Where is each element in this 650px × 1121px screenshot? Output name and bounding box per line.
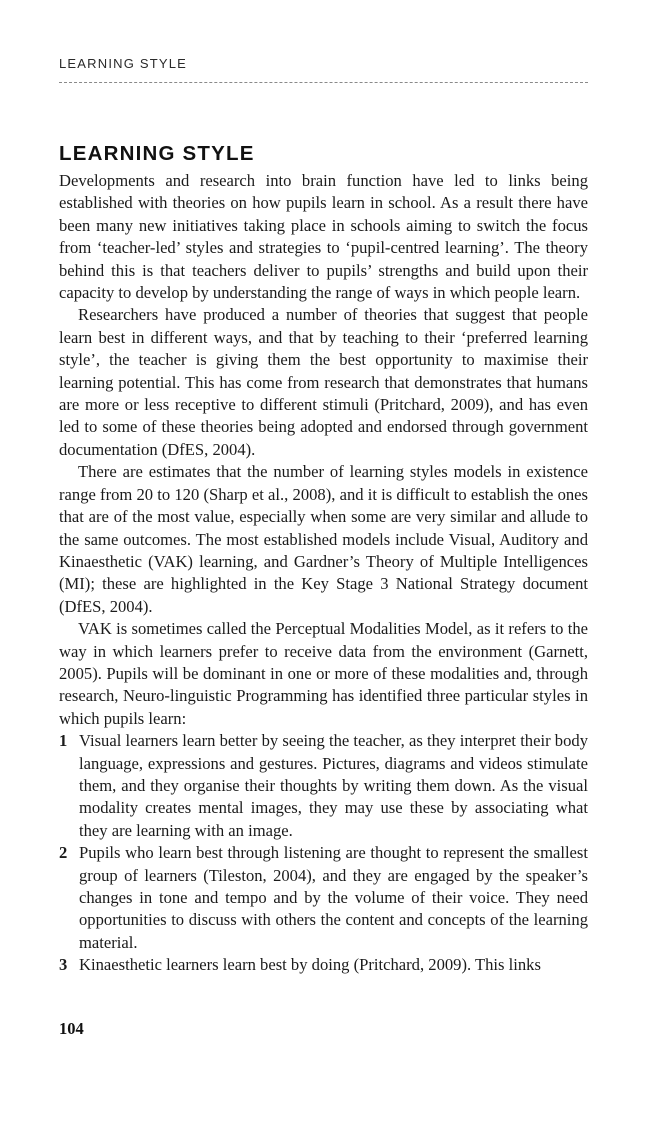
- numbered-list: [59, 730, 588, 976]
- list-number: 1: [59, 731, 68, 751]
- list-item: [59, 730, 588, 842]
- section-heading: LEARNING STYLE: [59, 142, 255, 165]
- paragraph: VAK is sometimes called the Perceptual Modalities Model, as it refers to the way in which learners prefer to receive data from the environment (Garnett, 2005). Pupils will be dominant in one or more of these modalities and, through research, Neuro-linguistic Programming has identified three particular styles in which pupils learn:: [59, 619, 588, 728]
- body-text: [59, 170, 588, 977]
- running-head: LEARNING STYLE: [59, 56, 188, 71]
- paragraph: Developments and research into brain function have led to links being established with theories on how pupils learn in school. As a result there have been many new initiatives taking place in schools aiming to switch the focus from ‘teacher-led’ styles and strategies to ‘pupil-centred learning’. The theory behind this is that teachers deliver to pupils’ strengths and build upon their capacity to develop by understanding the range of ways in which people learn.: [59, 171, 588, 303]
- list-item-text: Kinaesthetic learners learn best by doing (Pritchard, 2009). This links: [79, 955, 541, 975]
- page-number: 104: [59, 1019, 84, 1038]
- list-number: 2: [59, 843, 68, 863]
- paragraph: There are estimates that the number of learning styles models in existence range from 20 to 120 (Sharp et al., 2008), and it is difficult to establish the ones that are of the most value, especially when some are very similar and allude to the same outcomes. The most established models include Visual, Auditory and Kinaesthetic (VAK) learning, and Gardner’s Theory of Multiple Intelligences (MI); these are highlighted in the Key Stage 3 National Strategy document (DfES, 2004).: [59, 462, 588, 616]
- paragraph: Researchers have produced a number of theories that suggest that people learn best in different ways, and that by teaching to their ‘preferred learning style’, the teacher is giving them the best opportunity to maximise their learning potential. This has come from research that demonstrates that humans are more or less receptive to different stimuli (Pritchard, 2009), and has even led to some of these theories being adopted and endorsed through government documentation (DfES, 2004).: [59, 305, 588, 459]
- header-rule: [59, 82, 588, 83]
- list-item-text: Pupils who learn best through listening are thought to represent the smallest group of learners (Tileston, 2004), and they are engaged by the speaker’s changes in tone and tempo and by the volume of their voice. They need opportunities to discuss with others the content and concepts of the learning material.: [79, 843, 588, 952]
- list-item-text: Visual learners learn better by seeing the teacher, as they interpret their body language, expressions and gestures. Pictures, diagrams and videos stimulate them, and they organise their thoughts by writing them down. As the visual modality creates mental images, they may use these by associating what they are learning with an image.: [79, 731, 588, 840]
- list-item: [59, 842, 588, 954]
- list-number: 3: [59, 955, 68, 975]
- list-item: [59, 954, 588, 976]
